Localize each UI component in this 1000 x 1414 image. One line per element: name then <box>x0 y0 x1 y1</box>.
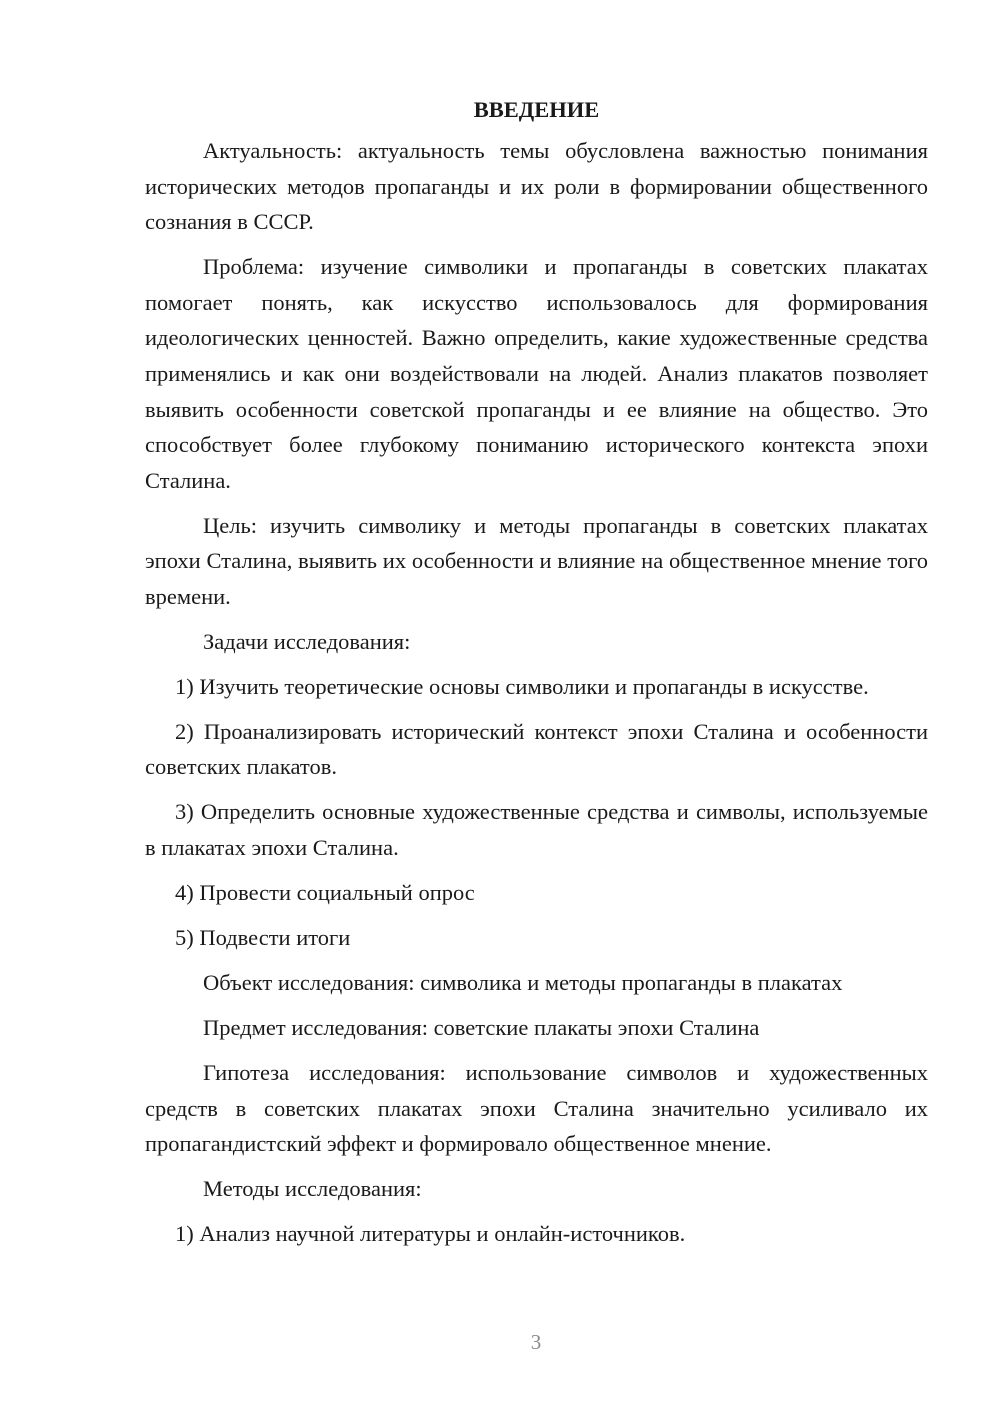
document-page <box>145 92 928 1261</box>
task-item-4: 4) Провести социальный опрос <box>175 880 475 906</box>
method-item-1: 1) Анализ научной литературы и онлайн-источников. <box>175 1221 686 1247</box>
research-object: Объект исследования: символика и методы пропаганды в плакатах <box>203 969 843 995</box>
page-title: ВВЕДЕНИЕ <box>473 97 600 122</box>
task-item-1: 1) Изучить теоретические основы символики и пропаганды в искусстве. <box>175 673 869 699</box>
task-item-5: 5) Подвести итоги <box>175 925 351 950</box>
relevance-paragraph: Актуальность: актуальность темы обусловлена важностью понимания исторических методов пропаганды и их роли в формировании общественного сознания в СССР. <box>145 138 928 235</box>
task-item-2: 2) Проанализировать исторический контекст эпохи Сталина и особенности советских плакатов. <box>145 718 928 780</box>
research-subject: Предмет исследования: советские плакаты эпохи Сталина <box>203 1014 760 1040</box>
goal-paragraph: Цель: изучить символику и методы пропаганды в советских плакатах эпохи Сталина, выявить их особенности и влияние на общественное мнение того времени. <box>145 512 928 609</box>
task-item-3: 3) Определить основные художественные средства и символы, используемые в плакатах эпохи Сталина. <box>145 799 928 861</box>
page-number: 3 <box>530 1330 542 1354</box>
research-hypothesis: Гипотеза исследования: использование символов и художественных средств в советских плакатах эпохи Сталина значительно усиливало их пропагандистский эффект и формировало общественное мнение. <box>145 1059 928 1157</box>
problem-paragraph: Проблема: изучение символики и пропаганды в советских плакатах помогает понять, как искусство использовалось для формирования идеологических ценностей. Важно определить, какие художественные средства применялись и как они воздействовали на людей. Анализ плакатов позволяет выявить особенности советской пропаганды и ее влияние на общество. Это способствует более глубокому пониманию исторического контекста эпохи Сталина. <box>145 254 928 493</box>
tasks-heading: Задачи исследования: <box>203 628 411 654</box>
methods-heading: Методы исследования: <box>203 1176 422 1202</box>
